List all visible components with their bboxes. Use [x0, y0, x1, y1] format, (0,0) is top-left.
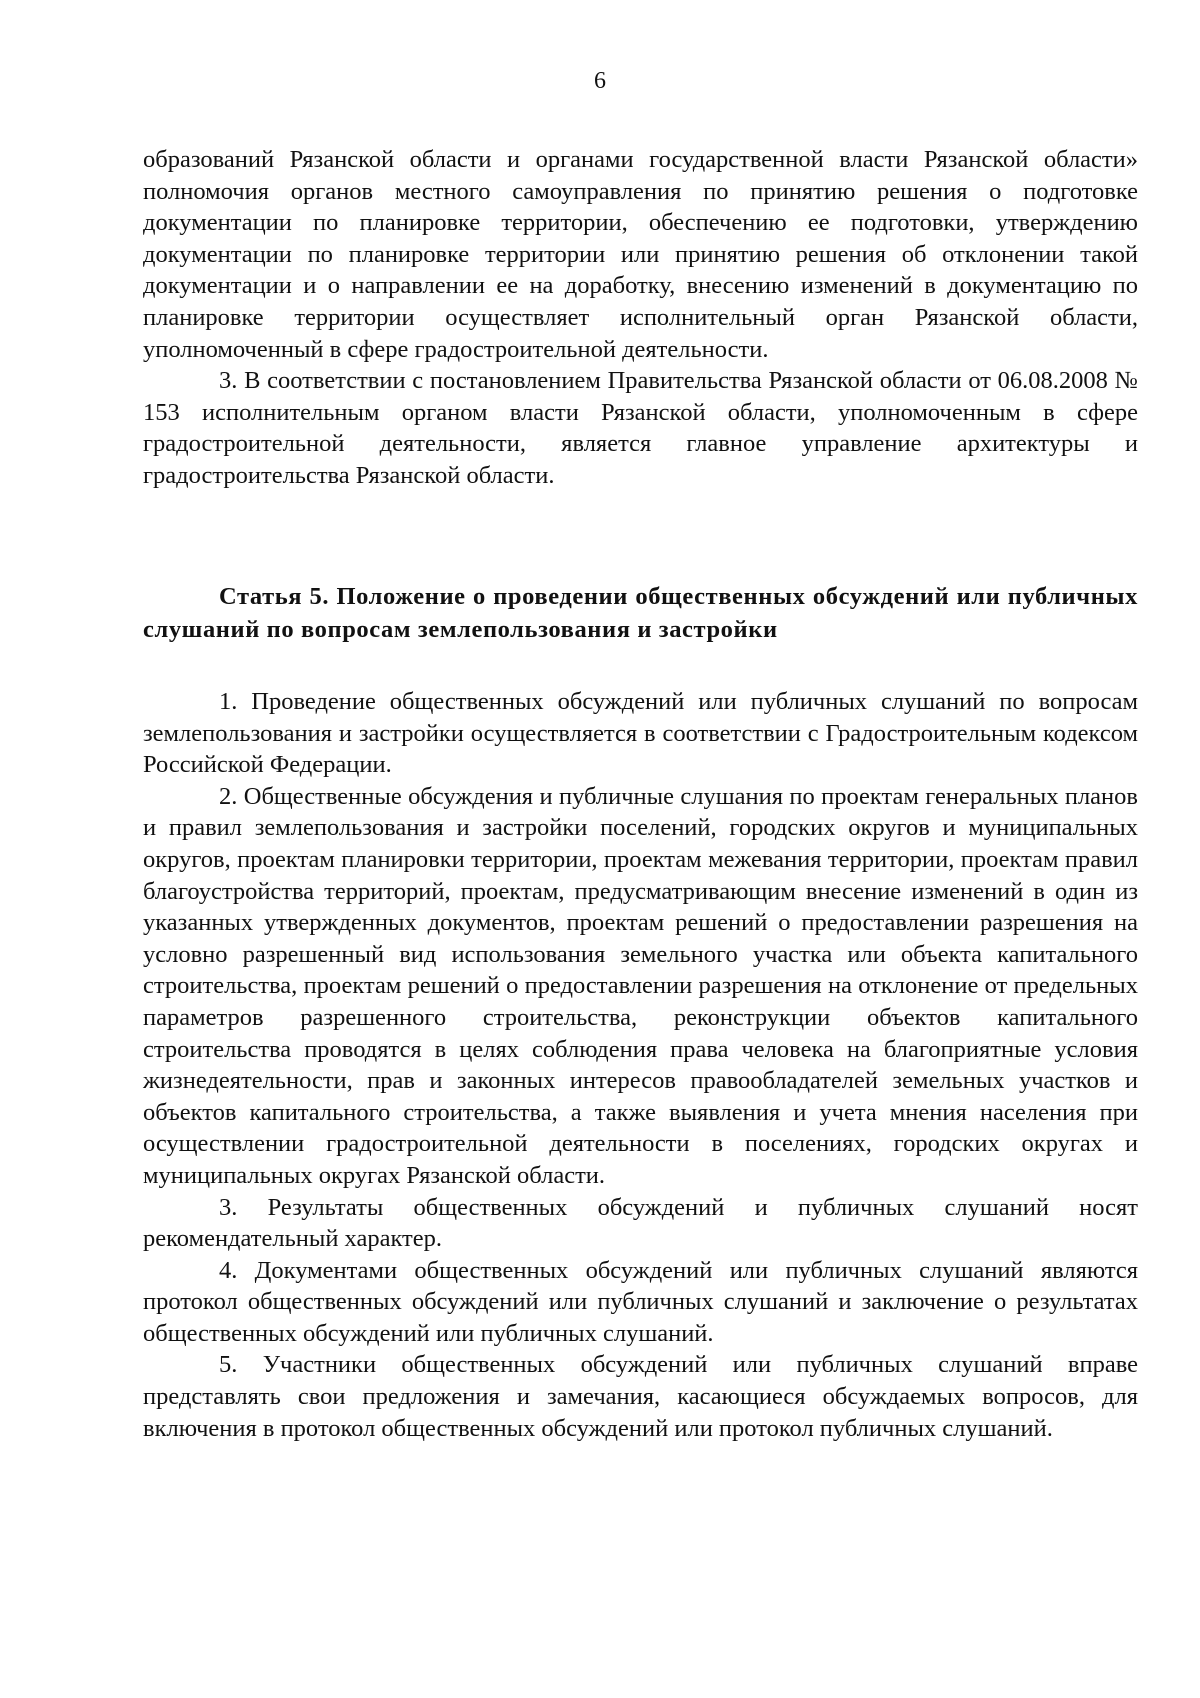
article-paragraph-2: 2. Общественные обсуждения и публичные слушания по проектам генеральных планов и правил землепользования и застройки поселений, городских округов и муниципальных округов, проектам планировки территории, проектам межевания территории, проектам правил благоустройства территорий, проектам, предусматривающим внесение изменений в один из указанных утвержденных документов, проектам решений о предоставлении разрешения на условно разрешенный вид использования земельного участка или объекта капитального строительства, проектам решений о предоставлении разрешения на отклонение от предельных параметров разрешенного строительства, реконструкции объектов капитального строительства проводятся в целях соблюдения права человека на благоприятные условия жизнедеятельности, прав и законных интересов правообладателей земельных участков и объектов капитального строительства, а также выявления и учета мнения населения при осуществлении градостроительной деятельности в поселениях, городских округах и муниципальных округах Рязанской области. [143, 782, 1138, 1189]
article-heading: Статья 5. Положение о проведении общественных обсуждений или публичных слушаний по вопросам землепользования и застройки [143, 583, 1138, 643]
article-paragraph-5: 5. Участники общественных обсуждений или публичных слушаний вправе представлять свои предложения и замечания, касающиеся обсуждаемых вопросов, для включения в протокол общественных обсуждений или протокол публичных слушаний. [143, 1351, 1138, 1442]
page-number: 6 [594, 68, 606, 94]
paragraph-item-3: 3. В соответствии с постановлением Правительства Рязанской области от 06.08.2008 № 153 исполнительным органом власти Рязанской области, уполномоченным в сфере градостроительной деятельности, является главное управление архитектуры и градостроительства Рязанской области. [143, 367, 1138, 489]
continued-paragraph: образований Рязанской области и органами государственной власти Рязанской области» полномочия органов местного самоуправления по принятию решения о подготовке документации по планировке территории, обеспечению ее подготовки, утверждению документации по планировке территории или принятию решения об отклонении такой документации и о направлении ее на доработку, внесению изменений в документацию по планировке территории осуществляет исполнительный орган Рязанской области, уполномоченный в сфере градостроительной деятельности. [143, 146, 1138, 363]
article-paragraph-1: 1. Проведение общественных обсуждений или публичных слушаний по вопросам землепользования и застройки осуществляется в соответствии с Градостроительным кодексом Российской Федерации. [143, 688, 1138, 779]
article-paragraph-3: 3. Результаты общественных обсуждений и публичных слушаний носят рекомендательный характер. [143, 1193, 1138, 1253]
article-body [143, 686, 1138, 1444]
article-paragraph-4: 4. Документами общественных обсуждений или публичных слушаний являются протокол общественных обсуждений или публичных слушаний и заключение о результатах общественных обсуждений или публичных слушаний. [143, 1256, 1138, 1347]
continued-text-block [143, 144, 1138, 492]
